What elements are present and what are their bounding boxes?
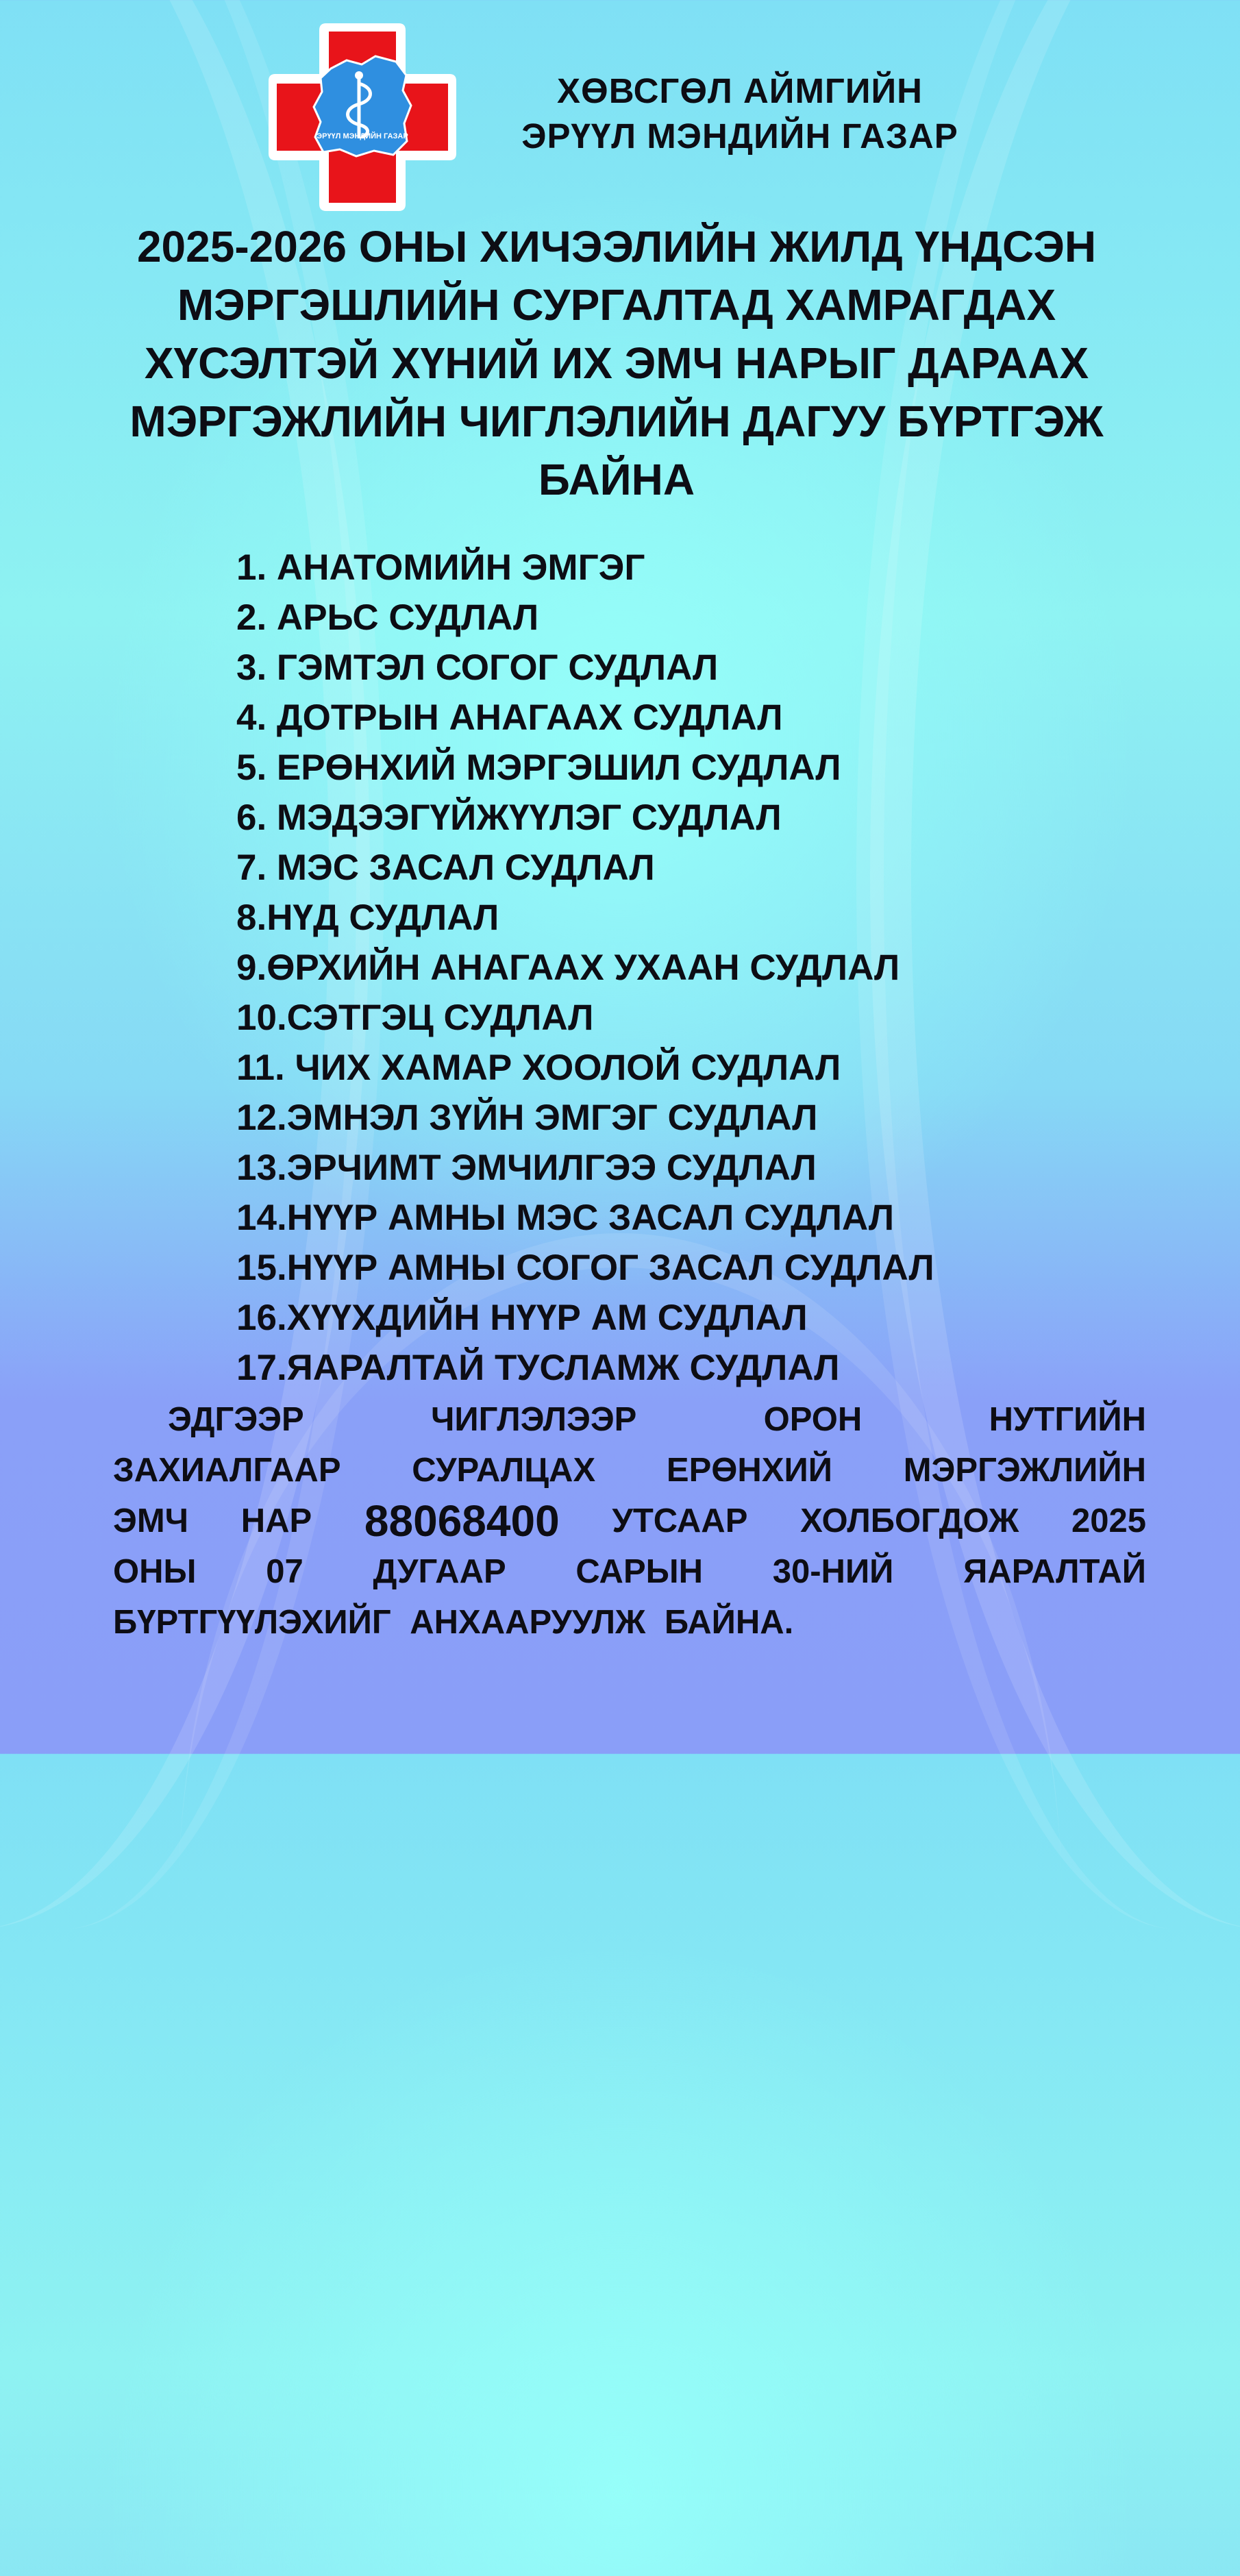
- logo-caption: ЭРҮҮЛ МЭНДИЙН ГАЗАР: [317, 132, 408, 140]
- notice-word: НАР: [240, 1502, 312, 1539]
- headline-line: БАЙНА: [538, 455, 695, 504]
- notice-line-1: [113, 1394, 1146, 1445]
- specialty-item: 1. АНАТОМИЙН ЭМГЭГ: [236, 547, 645, 588]
- phone-number: 88068400: [364, 1496, 560, 1546]
- organization-name-line-2: ЭРҮҮЛ МЭНДИЙН ГАЗАР: [521, 116, 958, 156]
- notice-word: СУРАЛЦАХ: [412, 1452, 596, 1489]
- headline-line: МЭРГЭШЛИЙН СУРГАЛТАД ХАМРАГДАХ: [177, 280, 1056, 330]
- health-cross-logo: [266, 21, 459, 214]
- notice-word: ДУГААР: [373, 1553, 506, 1590]
- notice-word: НУТГИЙН: [989, 1401, 1146, 1438]
- notice-word: ОНЫ: [113, 1553, 197, 1590]
- specialty-item: 11. ЧИХ ХАМАР ХООЛОЙ СУДЛАЛ: [236, 1048, 841, 1088]
- notice-word: ЯАРАЛТАЙ: [963, 1553, 1146, 1590]
- notice-word: МЭРГЭЖЛИЙН: [903, 1452, 1146, 1489]
- specialty-item: 10.СЭТГЭЦ СУДЛАЛ: [236, 998, 594, 1038]
- specialty-item: 12.ЭМНЭЛ ЗҮЙН ЭМГЭГ СУДЛАЛ: [236, 1098, 818, 1138]
- specialty-item: 7. МЭС ЗАСАЛ СУДЛАЛ: [236, 847, 655, 888]
- specialty-item: 17.ЯАРАЛТАЙ ТУСЛАМЖ СУДЛАЛ: [236, 1348, 840, 1388]
- specialty-item: 5. ЕРӨНХИЙ МЭРГЭШИЛ СУДЛАЛ: [236, 747, 841, 788]
- headline-line: ХҮСЭЛТЭЙ ХҮНИЙ ИХ ЭМЧ НАРЫГ ДАРААХ: [144, 338, 1089, 388]
- notice-line-5: БҮРТГҮҮЛЭХИЙГ АНХААРУУЛЖ БАЙНА.: [113, 1604, 794, 1641]
- specialty-item: 6. МЭДЭЭГҮЙЖҮҮЛЭГ СУДЛАЛ: [236, 797, 782, 838]
- notice-word: ЗАХИАЛГААР: [113, 1452, 341, 1489]
- notice-word: ЭДГЭЭР: [168, 1401, 304, 1438]
- announcement-headline: [62, 218, 1171, 509]
- notice-line-2: [113, 1445, 1146, 1496]
- notice-line-3: [113, 1496, 1146, 1546]
- specialty-item: 8.НҮД СУДЛАЛ: [236, 897, 499, 938]
- notice-word: ЧИГЛЭЛЭЭР: [431, 1401, 637, 1438]
- notice-word: ХОЛБОГДОЖ: [800, 1502, 1019, 1539]
- specialty-item: 2. АРЬС СУДЛАЛ: [236, 597, 539, 638]
- organization-name-line-1: ХӨВСГӨЛ АЙМГИЙН: [557, 71, 923, 110]
- specialty-item: 4. ДОТРЫН АНАГААХ СУДЛАЛ: [236, 697, 783, 738]
- specialty-item: 9.ӨРХИЙН АНАГААХ УХААН СУДЛАЛ: [236, 948, 900, 988]
- notice-word: САРЫН: [575, 1553, 703, 1590]
- notice-line-4: [113, 1546, 1146, 1597]
- notice-word: 30-НИЙ: [772, 1553, 894, 1590]
- headline-line: 2025-2026 ОНЫ ХИЧЭЭЛИЙН ЖИЛД ҮНДСЭН: [136, 222, 1097, 271]
- notice-word: УТСААР: [612, 1502, 748, 1539]
- notice-word: ЭМЧ: [113, 1502, 189, 1539]
- specialty-item: 13.ЭРЧИМТ ЭМЧИЛГЭЭ СУДЛАЛ: [236, 1148, 817, 1188]
- specialty-item: 15.НҮҮР АМНЫ СОГОГ ЗАСАЛ СУДЛАЛ: [236, 1248, 934, 1288]
- headline-line: МЭРГЭЖЛИЙН ЧИГЛЭЛИЙН ДАГУУ БҮРТГЭЖ: [129, 397, 1104, 446]
- specialty-item: 3. ГЭМТЭЛ СОГОГ СУДЛАЛ: [236, 647, 719, 688]
- notice-word: ОРОН: [763, 1401, 863, 1438]
- registration-notice: [113, 1394, 1146, 1648]
- organization-name: [480, 69, 1000, 159]
- notice-word: 2025: [1071, 1502, 1146, 1539]
- specialty-item: 16.ХҮҮХДИЙН НҮҮР АМ СУДЛАЛ: [236, 1298, 808, 1338]
- notice-word: ЕРӨНХИЙ: [666, 1452, 832, 1489]
- notice-word: 07: [266, 1553, 303, 1590]
- specialty-item: 14.НҮҮР АМНЫ МЭС ЗАСАЛ СУДЛАЛ: [236, 1198, 895, 1238]
- specialty-list: [236, 543, 934, 1393]
